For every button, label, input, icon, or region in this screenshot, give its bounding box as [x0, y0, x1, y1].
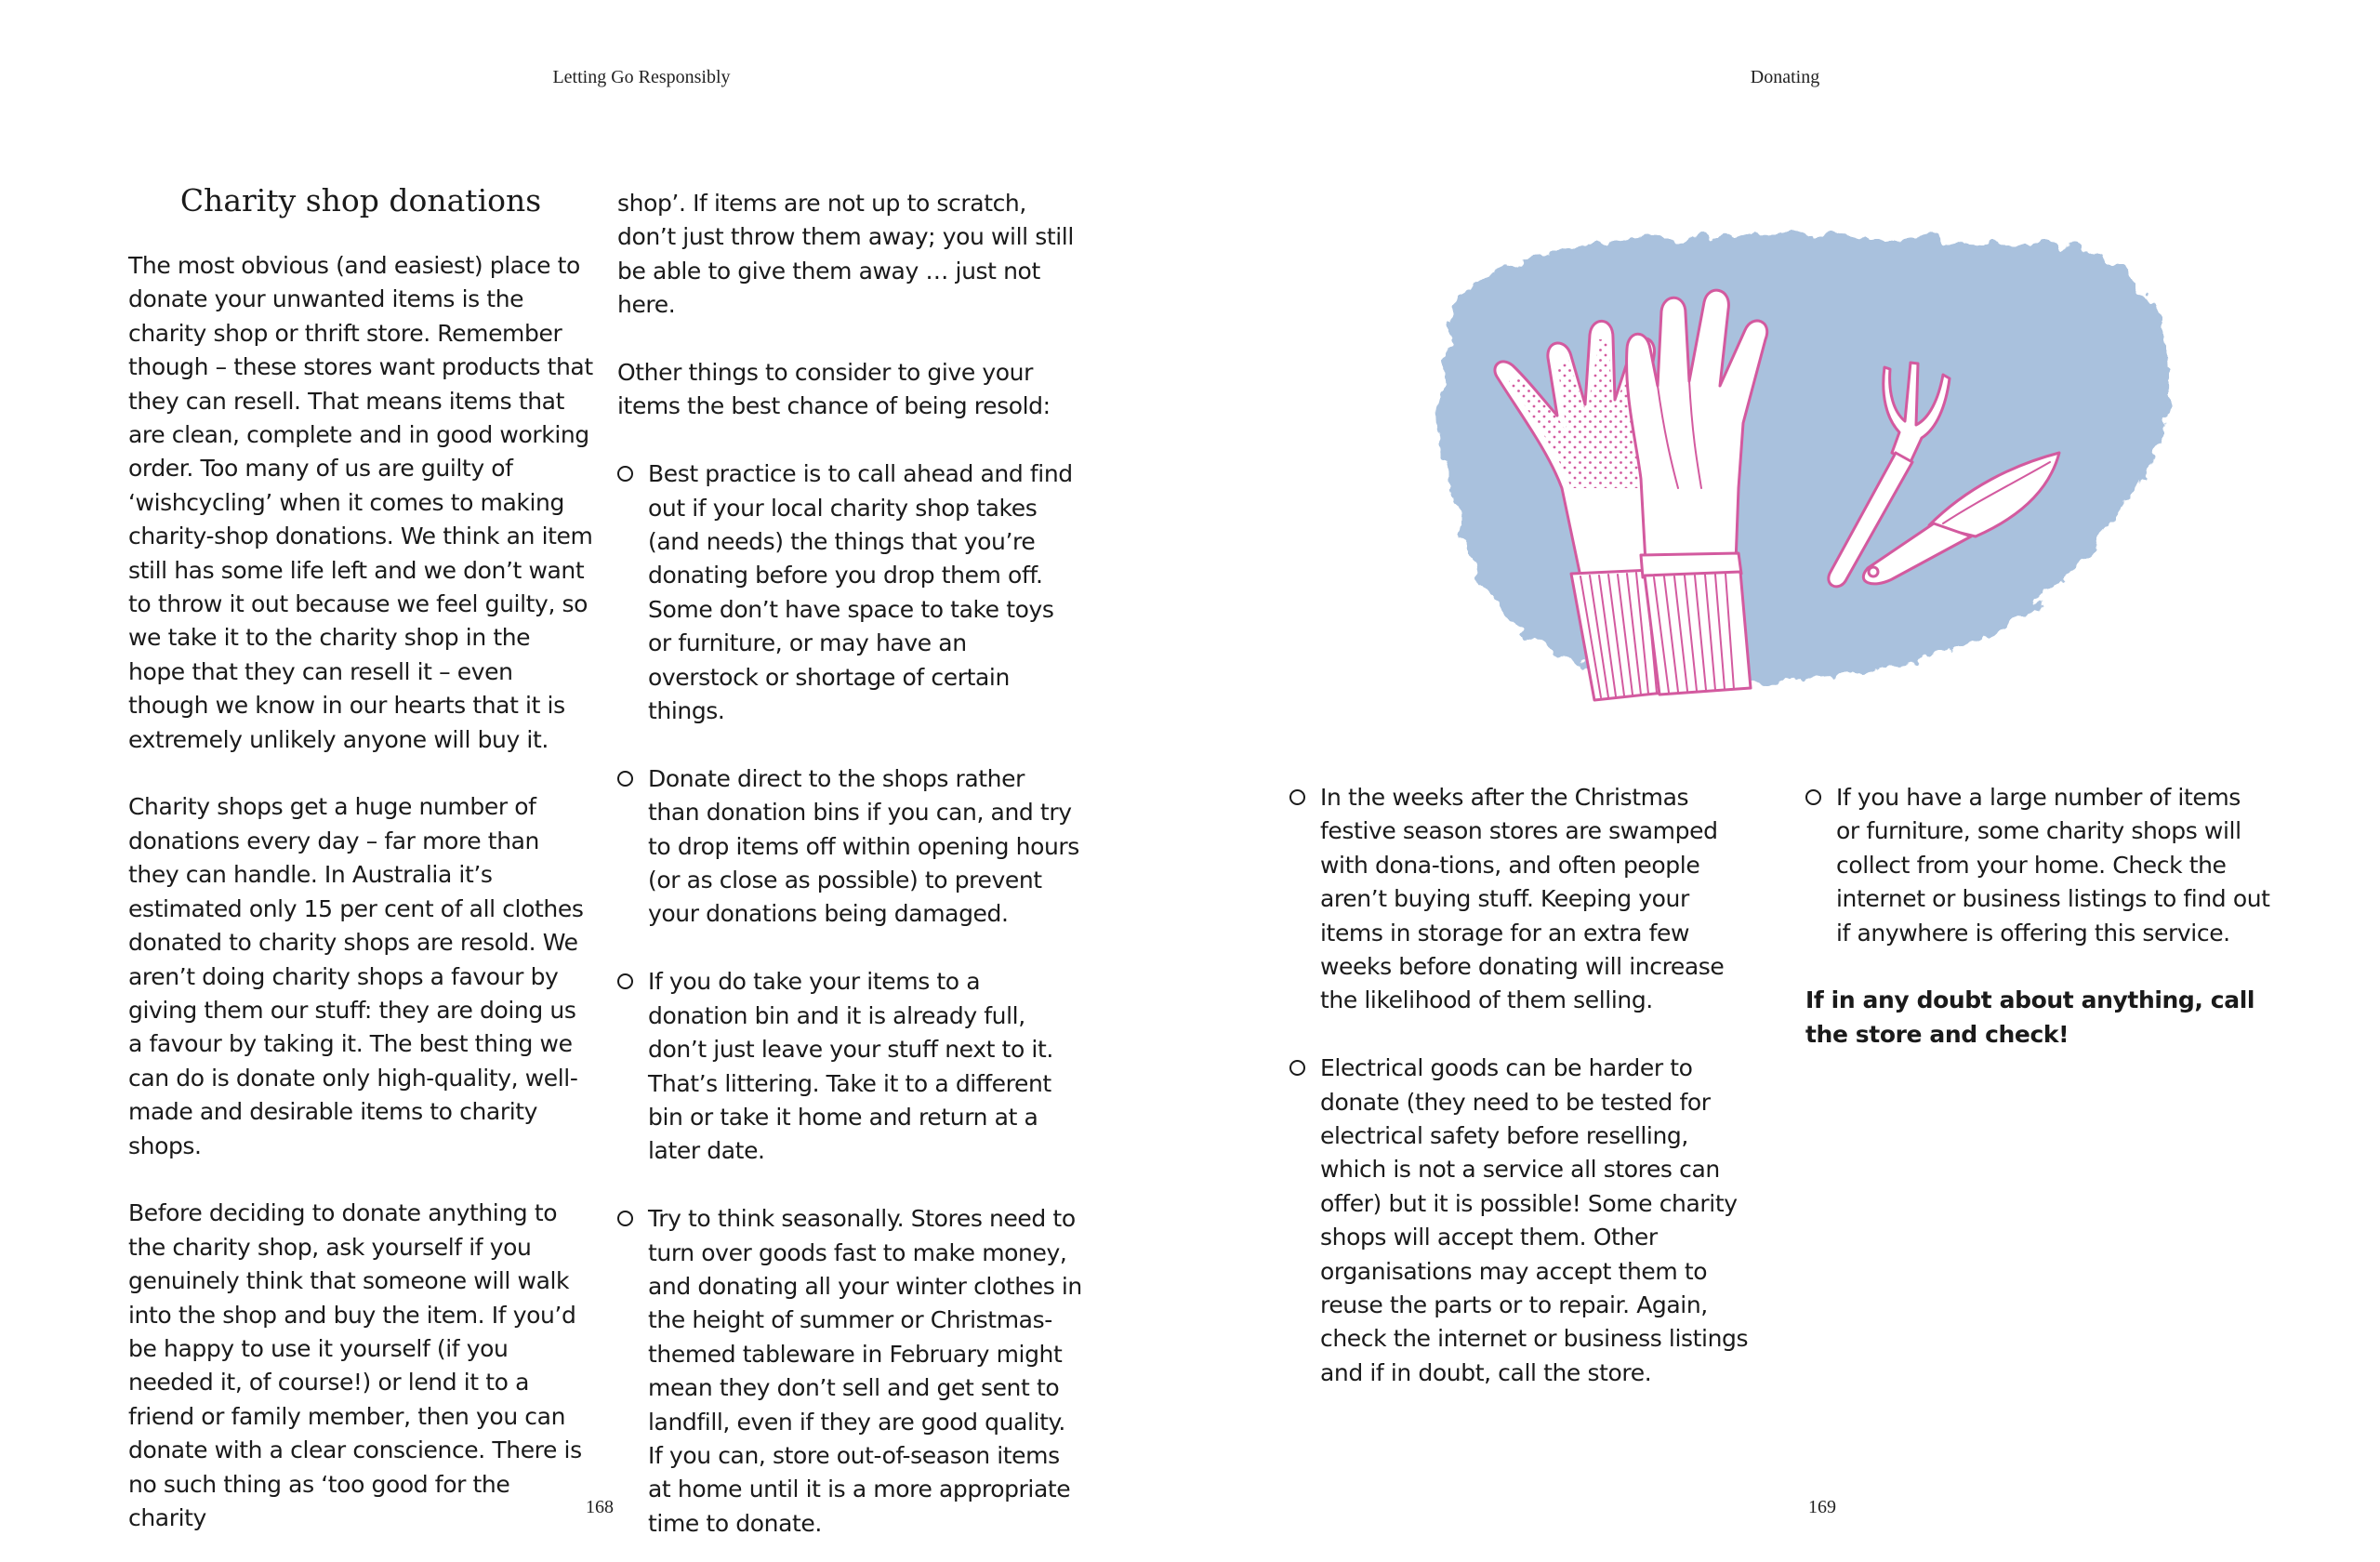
tips-list	[1289, 781, 1756, 1390]
paragraph: The most obvious (and easiest) place to donate your unwanted items is the charity shop or thrift store. Remember though – these stores want products that they can resell. That means items that are clean, complete and in good working order. Too many of us are guilty of ‘wishcycling’ when it comes to making charity-shop donations. We think an item still has some life left and we don’t want to throw it out because we feel guilty, so we take it to the charity shop in the hope that they can resell it – even though we know in our hearts that it is extremely unlikely anyone will buy it.	[128, 252, 593, 753]
bullet-circle-icon	[1289, 789, 1305, 805]
bullet-circle-icon	[1805, 789, 1821, 805]
list-item: Donate direct to the shops rather than donation bins if you can, and try to drop items off within opening hours (or as close as possible) to prevent your donations being damaged.	[617, 762, 1082, 932]
bullet-circle-icon	[1289, 1060, 1305, 1076]
list-item: Electrical goods can be harder to donate (they need to be tested for electrical safety before reselling, which is not a service all stores can offer) but it is possible! Some charity shops will accept them. Other organisations may accept them to reuse the parts or to repair. Again, check the internet or business listings and if in doubt, call the store.	[1289, 1052, 1756, 1390]
paragraph: Before deciding to donate anything to the charity shop, ask yourself if you genuinely think that someone will walk into the shop and buy the item. If you’d be happy to use it yourself (if you needed it, of course!) or lend it to a friend or family member, then you can donate with a clear conscience. There is no such thing as ‘too good for the charity	[128, 1199, 582, 1531]
list-item: Best practice is to call ahead and find out if your local charity shop takes (and needs) the things that you’re donating before you drop them off. Some don’t have space to take toys or furniture, or may have an overstock or shortage of certain things.	[617, 457, 1082, 728]
paragraph: shop’. If items are not up to scratch, don’t just throw them away; you will still be able to give them away … just not here.	[617, 190, 1074, 319]
right-column-1	[1289, 781, 1756, 1390]
running-head-left: Letting Go Responsibly	[552, 67, 731, 87]
right-column-2	[1805, 781, 2270, 1052]
page-number-right: 169	[1808, 1497, 1836, 1517]
page-number-left: 168	[586, 1497, 614, 1517]
left-column-2	[617, 187, 1082, 1541]
list-item: If you do take your items to a donation bin and it is already full, don’t just leave your stuff next to it. That’s littering. Take it to a different bin or take it home and return at a later date.	[617, 965, 1082, 1168]
list-item: If you have a large number of items or furniture, some charity shops will collect from your home. Check the internet or business listings to find out if anywhere is offering this service.	[1805, 781, 2270, 950]
bullet-circle-icon	[617, 771, 633, 787]
section-heading: Charity shop donations	[179, 182, 542, 218]
paragraph: Other things to consider to give your items the best chance of being resold:	[617, 359, 1051, 420]
closing-note: If in any doubt about anything, call the store and check!	[1805, 986, 2255, 1048]
tips-list	[617, 457, 1082, 1541]
bullet-circle-icon	[617, 973, 633, 989]
tips-list	[1805, 781, 2270, 950]
left-column-1	[128, 182, 593, 1535]
bullet-circle-icon	[617, 1211, 633, 1226]
running-head-right: Donating	[1750, 67, 1820, 87]
right-page	[1190, 0, 2380, 1562]
gardening-tools-illustration	[1408, 209, 2194, 711]
bullet-circle-icon	[617, 466, 633, 482]
paragraph: Charity shops get a huge number of donations every day – far more than they can handle. In Australia it’s estimated only 15 per cent of all clothes donated to charity shops are resold. We aren’t doing charity shops a favour by giving them our stuff: they are doing us a favour by taking it. The best thing we can do is donate only high-quality, well-made and desirable items to charity shops.	[128, 793, 584, 1159]
list-item: In the weeks after the Christmas festive season stores are swamped with dona-tions, and often people aren’t buying stuff. Keeping your items in storage for an extra few weeks before donating will increase the likelihood of them selling.	[1289, 781, 1756, 1018]
list-item: Try to think seasonally. Stores need to turn over goods fast to make money, and donating all your winter clothes in the height of summer or Christmas-themed tableware in February might mean they don’t sell and get sent to landfill, even if they are good quality. If you can, store out-of-season items at home until it is a more appropriate time to donate.	[617, 1202, 1082, 1541]
